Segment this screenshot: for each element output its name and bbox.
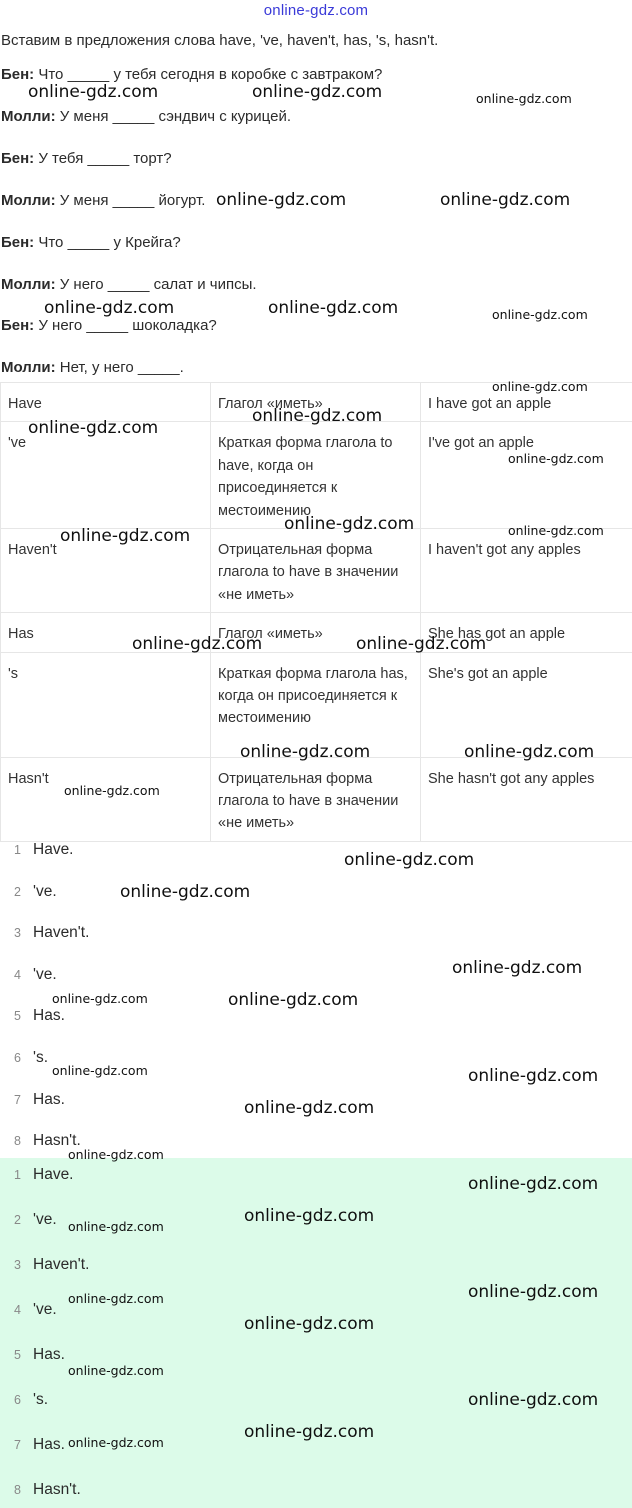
example-cell: She has got an apple	[421, 613, 632, 652]
example-cell: I've got an apple	[421, 422, 632, 529]
dialogue-text: Нет, у него _____.	[55, 359, 184, 376]
dialogue-line	[1, 234, 181, 251]
speaker-name: Молли:	[1, 359, 56, 376]
watermark: online-gdz.com	[68, 1363, 164, 1378]
watermark: online-gdz.com	[68, 1219, 164, 1234]
dialogue-text: У меня _____ йогурт.	[55, 192, 206, 209]
answer-number: 5	[14, 1348, 21, 1362]
dialogue-text: У меня _____ сэндвич с курицей.	[55, 108, 291, 125]
description-cell: Краткая форма глагола has, когда он присоединяется к местоимению	[211, 652, 421, 757]
answer-text: Hasn't.	[33, 1481, 81, 1498]
answer-text: 've.	[33, 883, 57, 900]
watermark: online-gdz.com	[252, 406, 383, 426]
description-cell: Глагол «иметь»	[211, 383, 421, 422]
dialogue-line	[1, 192, 205, 209]
answer-list-highlighted	[0, 1158, 632, 1508]
dialogue-line	[1, 66, 382, 83]
watermark: online-gdz.com	[492, 379, 588, 394]
watermark: online-gdz.com	[120, 882, 251, 902]
word-cell: Have	[1, 383, 211, 422]
dialogue-text: Что _____ у Крейга?	[34, 234, 181, 251]
answer-number: 3	[14, 1258, 21, 1272]
watermark: online-gdz.com	[356, 634, 487, 654]
table-row	[1, 757, 632, 841]
speaker-name: Бен:	[1, 317, 35, 334]
table-row	[1, 652, 632, 757]
dialogue-line	[1, 276, 257, 293]
watermark: online-gdz.com	[464, 742, 595, 762]
watermark: online-gdz.com	[492, 307, 588, 322]
dialogue-line	[1, 108, 291, 125]
watermark: online-gdz.com	[64, 783, 160, 798]
answer-text: 've.	[33, 966, 57, 983]
table-row	[1, 422, 632, 529]
watermark: online-gdz.com	[244, 1098, 375, 1118]
speaker-name: Молли:	[1, 108, 56, 125]
speaker-name: Молли:	[1, 276, 56, 293]
watermark: online-gdz.com	[476, 91, 572, 106]
answer-text: Have.	[33, 1166, 74, 1183]
dialogue-text: У тебя _____ торт?	[34, 150, 172, 167]
speaker-name: Бен:	[1, 234, 35, 251]
answer-text: Has.	[33, 1436, 65, 1453]
answer-text: Haven't.	[33, 924, 90, 941]
watermark: online-gdz.com	[52, 1063, 148, 1078]
watermark: online-gdz.com	[28, 82, 159, 102]
answer-number: 6	[14, 1393, 21, 1407]
watermark: online-gdz.com	[468, 1282, 599, 1302]
answer-number: 2	[14, 1213, 21, 1227]
speaker-name: Молли:	[1, 192, 56, 209]
answer-number: 2	[14, 885, 21, 899]
example-cell: I have got an apple	[421, 383, 632, 422]
watermark: online-gdz.com	[468, 1390, 599, 1410]
dialogue-text: Что _____ у тебя сегодня в коробке с завтраком?	[34, 66, 383, 83]
watermark: online-gdz.com	[468, 1174, 599, 1194]
vocabulary-table	[0, 382, 632, 842]
answer-number: 1	[14, 1168, 21, 1182]
answer-number: 3	[14, 926, 21, 940]
answer-number: 7	[14, 1093, 21, 1107]
watermark: online-gdz.com	[240, 742, 371, 762]
dialogue-line	[1, 317, 217, 334]
watermark: online-gdz.com	[44, 298, 175, 318]
answer-text: 've.	[33, 1211, 57, 1228]
word-cell: Haven't	[1, 529, 211, 613]
site-title[interactable]: online-gdz.com	[263, 2, 369, 19]
answer-text: Have.	[33, 841, 74, 858]
answer-text: 's.	[33, 1391, 49, 1408]
answer-number: 4	[14, 1303, 21, 1317]
example-cell: I haven't got any apples	[421, 529, 632, 613]
answer-number: 8	[14, 1483, 21, 1497]
watermark: online-gdz.com	[440, 190, 571, 210]
description-cell: Краткая форма глагола to have, когда он присоединяется к местоимению	[211, 422, 421, 529]
watermark: online-gdz.com	[252, 82, 383, 102]
watermark: online-gdz.com	[52, 991, 148, 1006]
watermark: online-gdz.com	[268, 298, 399, 318]
answer-text: 've.	[33, 1301, 57, 1318]
word-cell: 's	[1, 652, 211, 757]
watermark: online-gdz.com	[344, 850, 475, 870]
watermark: online-gdz.com	[228, 990, 359, 1010]
watermark: online-gdz.com	[244, 1422, 375, 1442]
watermark: online-gdz.com	[468, 1066, 599, 1086]
dialogue-line	[1, 150, 172, 167]
dialogue-line	[1, 359, 184, 376]
example-cell: She hasn't got any apples	[421, 757, 632, 841]
answer-text: Haven't.	[33, 1256, 90, 1273]
answer-text: Hasn't.	[33, 1132, 81, 1149]
answer-number: 5	[14, 1009, 21, 1023]
answer-text: Has.	[33, 1091, 65, 1108]
watermark: online-gdz.com	[68, 1147, 164, 1162]
word-cell: Has	[1, 613, 211, 652]
table-row	[1, 383, 632, 422]
example-cell: She's got an apple	[421, 652, 632, 757]
answer-number: 4	[14, 968, 21, 982]
description-cell: Глагол «иметь»	[211, 613, 421, 652]
watermark: online-gdz.com	[244, 1314, 375, 1334]
watermark: online-gdz.com	[216, 190, 347, 210]
word-cell: Hasn't	[1, 757, 211, 841]
word-cell: 've	[1, 422, 211, 529]
answer-number: 6	[14, 1051, 21, 1065]
answer-list	[0, 838, 632, 1158]
watermark: online-gdz.com	[68, 1435, 164, 1450]
answer-text: Has.	[33, 1007, 65, 1024]
answer-text: 's.	[33, 1049, 49, 1066]
answer-text: Has.	[33, 1346, 65, 1363]
watermark: online-gdz.com	[508, 523, 604, 538]
speaker-name: Бен:	[1, 66, 35, 83]
description-cell: Отрицательная форма глагола to have в значении «не иметь»	[211, 757, 421, 841]
watermark: online-gdz.com	[60, 526, 191, 546]
answer-number: 1	[14, 843, 21, 857]
watermark: online-gdz.com	[28, 418, 159, 438]
speaker-name: Бен:	[1, 150, 35, 167]
answer-number: 8	[14, 1134, 21, 1148]
watermark: online-gdz.com	[132, 634, 263, 654]
watermark: online-gdz.com	[508, 451, 604, 466]
watermark: online-gdz.com	[244, 1206, 375, 1226]
task-instruction: Вставим в предложения слова have, 've, haven't, has, 's, hasn't.	[1, 32, 439, 49]
answer-number: 7	[14, 1438, 21, 1452]
description-cell: Отрицательная форма глагола to have в значении «не иметь»	[211, 529, 421, 613]
watermark: online-gdz.com	[68, 1291, 164, 1306]
table-row	[1, 529, 632, 613]
table-row	[1, 613, 632, 652]
watermark: online-gdz.com	[452, 958, 583, 978]
dialogue-text: У него _____ шоколадка?	[34, 317, 217, 334]
watermark: online-gdz.com	[284, 514, 415, 534]
dialogue-text: У него _____ салат и чипсы.	[55, 276, 257, 293]
